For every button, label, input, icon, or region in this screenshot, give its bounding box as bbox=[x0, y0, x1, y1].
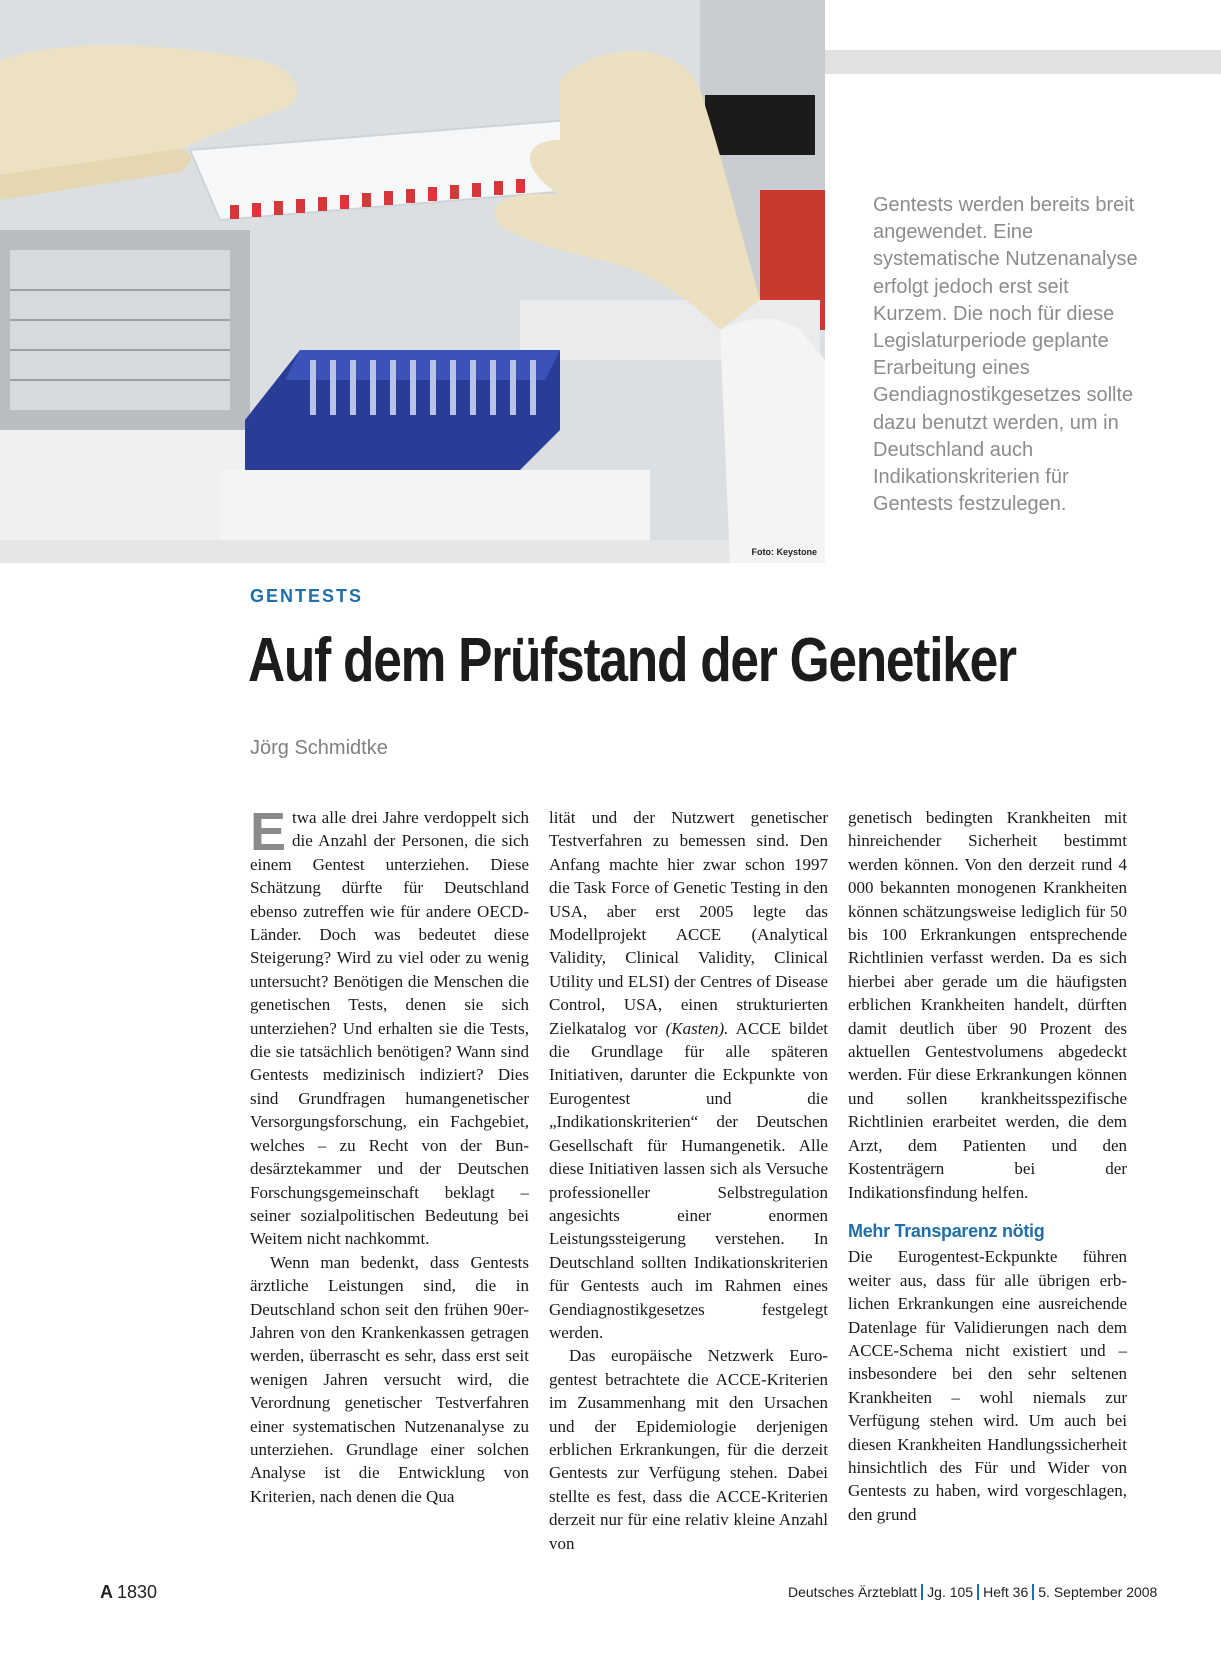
paragraph: Wenn man bedenkt, dass Gentests ärztliche Leistungen sind, die in Deutschland schon seit den frühen 90er-Jahren von den Krankenkassen getragen werden, überrascht es sehr, dass erst seit wenigen Jahren versucht wird, die Verordnung genetischer Testverfahren einer systematischen Nutzenanalyse zu unterziehen. Grundlage einer solchen Analyse ist die Entwicklung von Kriterien, nach denen die Qua bbox=[250, 1252, 529, 1506]
footer-separator bbox=[921, 1584, 923, 1600]
paragraph bbox=[549, 806, 828, 1344]
article-kicker: GENTESTS bbox=[250, 586, 364, 606]
footer-date: 5. September 2008 bbox=[1038, 1584, 1158, 1600]
paragraph-text: ACCE bildet die Grundlage für alle späteren Initiativen, darunter die Eckpunkte von Eurogentest und die „Indikationskriterien“ der Deutschen Gesellschaft für Humangenetik. Alle diese Initiativen lassen sich als Versuche professioneller Selbstregulation angesichts einer enormen Leistungssteigerung verstehen. In Deutschland sollten Indikationskriterien für Gentests auch im Rahmen eines Gendiagnostikgesetzes festgelegt werden. bbox=[549, 1018, 828, 1342]
photo-credit: Foto: Keystone bbox=[751, 547, 817, 557]
footer-separator bbox=[1032, 1584, 1034, 1600]
article-photo bbox=[0, 0, 825, 563]
paragraph: Die Eurogentest-Eckpunkte führen weiter aus, dass für alle übrigen erblichen Erkrankungen eine ausreichende Datenlage für Validierungen nach dem ACCE-Schema nicht existiert und – insbesondere bei den sehr seltenen Krankheiten – wohl niemals zur Verfügung stehen wird. Um auch bei diesen Krankheiten Handlungssicherheit hinsichtlich des Für und Wider von Gentests zu haben, wird vorgeschlagen, den grund bbox=[848, 1247, 1127, 1524]
paragraph: Das europäische Netzwerk Eurogentest betrachtete die ACCE-Kriterien im Zusammenhang mit den Ursachen und der Epidemiologie derjenigen erblichen Erkrankungen, für die derzeit Gentests zur Verfügung stehen. Dabei stellte es fest, dass die ACCE-Kriterien derzeit nur für eine relativ kleine Anzahl von bbox=[549, 1346, 828, 1553]
paragraph bbox=[250, 802, 529, 1251]
article-column-2 bbox=[549, 806, 828, 1555]
page-number-value: 1830 bbox=[117, 1582, 158, 1602]
lab-photo-illustration bbox=[0, 0, 825, 563]
footer-issue: Heft 36 bbox=[983, 1584, 1029, 1600]
section-subheading: Mehr Transparenz nötig bbox=[848, 1220, 1045, 1241]
drop-cap: E bbox=[250, 802, 287, 862]
paragraph-text: twa alle drei Jahre verdoppelt sich die Anzahl der Personen, die sich einem Gentest unterziehen. Diese Schätzung dürfte für Deutschland ebenso zutreffen wie für andere OECD-Länder. Doch was bedeutet diese Steigerung? Wird zu viel oder zu wenig untersucht? Benötigen die Menschen die genetischen Tests, denen sie sich unterziehen? Und erhalten sie die Tests, die sie tatsächlich benötigen? Wann sind Gentests medizinisch indiziert? Dies sind Grundfragen humangenetischer Versorgungsforschung, ein Fachgebiet, welches – zu Recht von der Bundesärztekammer und der Deutschen Forschungsgemeinschaft beklagt – seiner sozialpolitischen Bedeutung bei Weitem nicht nachkommt. bbox=[250, 808, 529, 1249]
paragraph: genetisch bedingten Krankheiten mit hinreichender Sicherheit bestimmt werden können. Von den derzeit rund 4 000 bekannten monogenen Krankheiten können schätzungsweise lediglich für 50 bis 100 Erkrankungen entsprechende Richtlinien verfasst werden. Da es sich hierbei aber gerade um die häufigsten erblichen Krankheiten handelt, dürften damit deutlich über 90 Prozent des aktuellen Gentestvolumens abgedeckt werden. Für diese Erkrankungen können und sollen krankheitsspezifische Richtlinien erarbeitet werden, die dem Arzt, dem Patienten und den Kostenträgern bei der Indikationsfindung helfen. bbox=[848, 808, 1127, 1202]
footer-journal: Deutsches Ärzteblatt bbox=[788, 1584, 918, 1600]
footer-citation bbox=[788, 1584, 1158, 1600]
paragraph-text: lität und der Nutzwert genetischer Testverfahren zu bemessen sind. Den Anfang machte hier zwar schon 1997 die Task Force of Genetic Testing in den USA, aber erst 2005 legte das Modellprojekt ACCE (Analytical Validity, Clinical Validity, Clinical Utility und ELSI) der Centres of Disease Control, USA, einen strukturierten Zielkatalog vor bbox=[549, 808, 828, 1038]
article-column-1 bbox=[250, 802, 529, 1508]
page-number bbox=[100, 1582, 157, 1603]
page-prefix: A bbox=[100, 1582, 113, 1602]
footer-volume: Jg. 105 bbox=[927, 1584, 974, 1600]
footer-separator bbox=[977, 1584, 979, 1600]
article-headline: Auf dem Prüfstand der Genetiker bbox=[248, 626, 1016, 695]
box-reference: (Kasten). bbox=[665, 1018, 729, 1038]
article-column-3 bbox=[848, 806, 1127, 1526]
article-author: Jörg Schmidtke bbox=[250, 737, 388, 759]
lead-text: Gentests werden bereits breit angewendet. Eine systematische Nutzenanalyse erfolgt jedoch erst seit Kurzem. Die noch für diese Legislaturperiode geplante Erarbeitung eines Gendiagnostikgesetzes sollte dazu benutzt werden, um in Deutschland auch Indikationskriterien für Gentests festzulegen. bbox=[873, 194, 1138, 516]
header-rule-bar bbox=[825, 50, 1221, 74]
